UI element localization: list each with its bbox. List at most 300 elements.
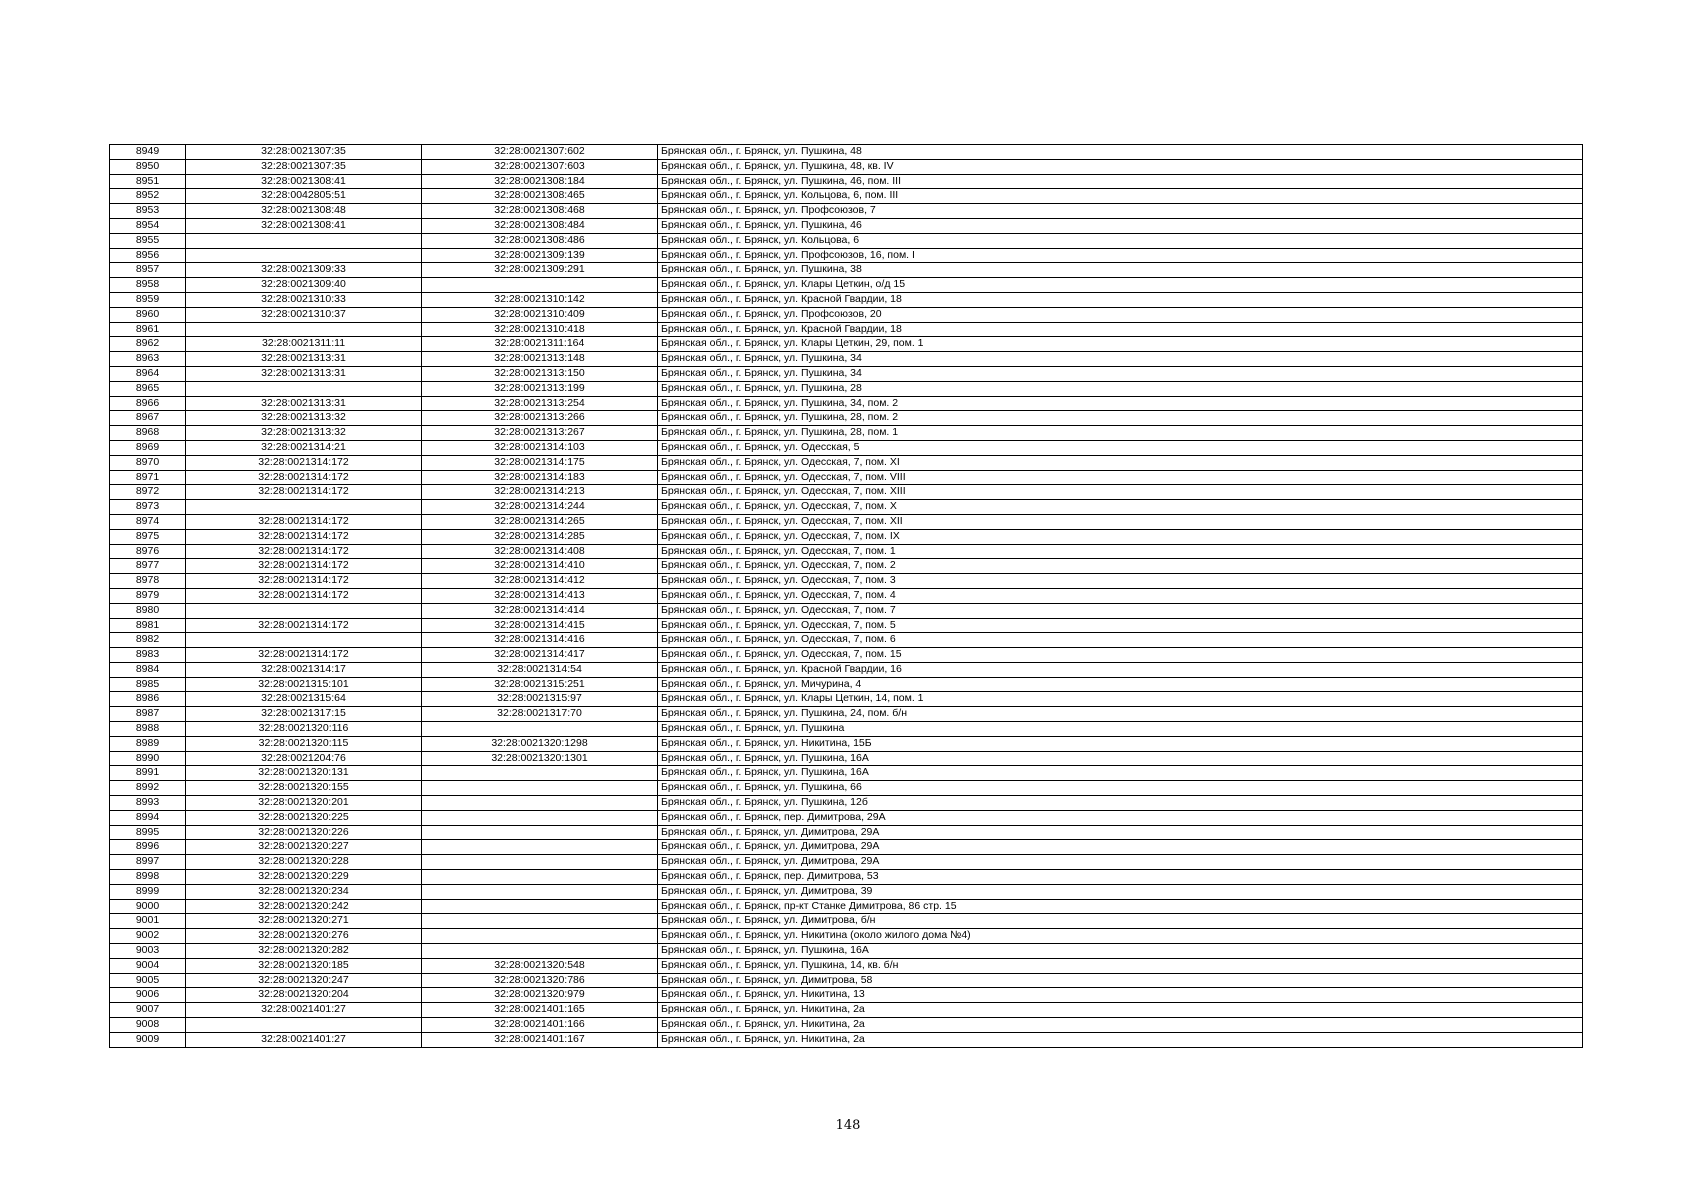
object-cadastral-number-cell: 32:28:0021317:70 bbox=[422, 707, 658, 722]
address-cell: Брянская обл., г. Брянск, ул. Пушкина, 16А bbox=[658, 766, 1583, 781]
table-row bbox=[110, 1018, 1583, 1033]
address-cell: Брянская обл., г. Брянск, ул. Одесская, 7, пом. XI bbox=[658, 455, 1583, 470]
address-cell: Брянская обл., г. Брянск, ул. Пушкина, 28, пом. 1 bbox=[658, 426, 1583, 441]
row-number-cell: 8951 bbox=[110, 174, 186, 189]
address-cell: Брянская обл., г. Брянск, ул. Пушкина, 24, пом. б/н bbox=[658, 707, 1583, 722]
table-row bbox=[110, 855, 1583, 870]
address-cell: Брянская обл., г. Брянск, ул. Клары Цеткин, о/д 15 bbox=[658, 278, 1583, 293]
table-row bbox=[110, 899, 1583, 914]
land-cadastral-number-cell: 32:28:0021313:31 bbox=[186, 352, 422, 367]
land-cadastral-number-cell bbox=[186, 248, 422, 263]
register-table-body bbox=[110, 145, 1583, 1048]
table-row bbox=[110, 840, 1583, 855]
table-row bbox=[110, 825, 1583, 840]
address-cell: Брянская обл., г. Брянск, ул. Никитина, 13 bbox=[658, 988, 1583, 1003]
land-cadastral-number-cell: 32:28:0021320:204 bbox=[186, 988, 422, 1003]
object-cadastral-number-cell: 32:28:0021314:417 bbox=[422, 648, 658, 663]
land-cadastral-number-cell: 32:28:0021313:32 bbox=[186, 411, 422, 426]
land-cadastral-number-cell: 32:28:0021308:41 bbox=[186, 218, 422, 233]
row-number-cell: 8997 bbox=[110, 855, 186, 870]
address-cell: Брянская обл., г. Брянск, ул. Клары Цеткин, 29, пом. 1 bbox=[658, 337, 1583, 352]
address-cell: Брянская обл., г. Брянск, пр-кт Станке Димитрова, 86 стр. 15 bbox=[658, 899, 1583, 914]
row-number-cell: 8958 bbox=[110, 278, 186, 293]
row-number-cell: 8960 bbox=[110, 307, 186, 322]
row-number-cell: 9001 bbox=[110, 914, 186, 929]
address-cell: Брянская обл., г. Брянск, ул. Пушкина, 28 bbox=[658, 381, 1583, 396]
row-number-cell: 8971 bbox=[110, 470, 186, 485]
object-cadastral-number-cell: 32:28:0021320:786 bbox=[422, 973, 658, 988]
object-cadastral-number-cell bbox=[422, 722, 658, 737]
table-row bbox=[110, 218, 1583, 233]
row-number-cell: 9007 bbox=[110, 1003, 186, 1018]
row-number-cell: 9004 bbox=[110, 958, 186, 973]
land-cadastral-number-cell: 32:28:0021313:31 bbox=[186, 366, 422, 381]
land-cadastral-number-cell: 32:28:0021317:15 bbox=[186, 707, 422, 722]
address-cell: Брянская обл., г. Брянск, ул. Одесская, 7, пом. XIII bbox=[658, 485, 1583, 500]
land-cadastral-number-cell: 32:28:0021314:172 bbox=[186, 529, 422, 544]
land-cadastral-number-cell: 32:28:0021320:201 bbox=[186, 796, 422, 811]
address-cell: Брянская обл., г. Брянск, ул. Димитрова, 29А bbox=[658, 855, 1583, 870]
land-cadastral-number-cell: 32:28:0021314:172 bbox=[186, 455, 422, 470]
object-cadastral-number-cell: 32:28:0021314:416 bbox=[422, 633, 658, 648]
land-cadastral-number-cell: 32:28:0021320:234 bbox=[186, 884, 422, 899]
address-cell: Брянская обл., г. Брянск, ул. Одесская, 7, пом. 5 bbox=[658, 618, 1583, 633]
row-number-cell: 8999 bbox=[110, 884, 186, 899]
row-number-cell: 8985 bbox=[110, 677, 186, 692]
object-cadastral-number-cell: 32:28:0021307:603 bbox=[422, 159, 658, 174]
land-cadastral-number-cell: 32:28:0021314:21 bbox=[186, 440, 422, 455]
row-number-cell: 8990 bbox=[110, 751, 186, 766]
table-row bbox=[110, 736, 1583, 751]
address-cell: Брянская обл., г. Брянск, ул. Никитина (около жилого дома №4) bbox=[658, 929, 1583, 944]
table-row bbox=[110, 973, 1583, 988]
table-row bbox=[110, 248, 1583, 263]
table-row bbox=[110, 352, 1583, 367]
row-number-cell: 8994 bbox=[110, 810, 186, 825]
land-cadastral-number-cell: 32:28:0021313:31 bbox=[186, 396, 422, 411]
table-row bbox=[110, 929, 1583, 944]
object-cadastral-number-cell: 32:28:0021311:164 bbox=[422, 337, 658, 352]
land-cadastral-number-cell: 32:28:0021314:17 bbox=[186, 662, 422, 677]
row-number-cell: 8993 bbox=[110, 796, 186, 811]
table-row bbox=[110, 781, 1583, 796]
object-cadastral-number-cell: 32:28:0021315:97 bbox=[422, 692, 658, 707]
object-cadastral-number-cell: 32:28:0021314:213 bbox=[422, 485, 658, 500]
object-cadastral-number-cell bbox=[422, 855, 658, 870]
land-cadastral-number-cell: 32:28:0021320:116 bbox=[186, 722, 422, 737]
table-row bbox=[110, 322, 1583, 337]
object-cadastral-number-cell: 32:28:0021310:418 bbox=[422, 322, 658, 337]
land-cadastral-number-cell bbox=[186, 233, 422, 248]
table-row bbox=[110, 1032, 1583, 1047]
address-cell: Брянская обл., г. Брянск, ул. Профсоюзов, 16, пом. I bbox=[658, 248, 1583, 263]
land-cadastral-number-cell: 32:28:0021204:76 bbox=[186, 751, 422, 766]
table-row bbox=[110, 145, 1583, 160]
land-cadastral-number-cell: 32:28:0021320:282 bbox=[186, 944, 422, 959]
object-cadastral-number-cell: 32:28:0021314:415 bbox=[422, 618, 658, 633]
table-row bbox=[110, 544, 1583, 559]
address-cell: Брянская обл., г. Брянск, ул. Пушкина, 38 bbox=[658, 263, 1583, 278]
land-cadastral-number-cell: 32:28:0021314:172 bbox=[186, 544, 422, 559]
land-cadastral-number-cell bbox=[186, 633, 422, 648]
object-cadastral-number-cell bbox=[422, 870, 658, 885]
address-cell: Брянская обл., г. Брянск, ул. Пушкина, 48, кв. IV bbox=[658, 159, 1583, 174]
address-cell: Брянская обл., г. Брянск, ул. Никитина, 2а bbox=[658, 1018, 1583, 1033]
row-number-cell: 8995 bbox=[110, 825, 186, 840]
object-cadastral-number-cell bbox=[422, 884, 658, 899]
land-cadastral-number-cell bbox=[186, 322, 422, 337]
row-number-cell: 8975 bbox=[110, 529, 186, 544]
table-row bbox=[110, 559, 1583, 574]
table-row bbox=[110, 588, 1583, 603]
row-number-cell: 8978 bbox=[110, 574, 186, 589]
land-cadastral-number-cell: 32:28:0021313:32 bbox=[186, 426, 422, 441]
row-number-cell: 8957 bbox=[110, 263, 186, 278]
object-cadastral-number-cell: 32:28:0021308:184 bbox=[422, 174, 658, 189]
table-row bbox=[110, 988, 1583, 1003]
object-cadastral-number-cell: 32:28:0021314:244 bbox=[422, 500, 658, 515]
object-cadastral-number-cell bbox=[422, 944, 658, 959]
row-number-cell: 9006 bbox=[110, 988, 186, 1003]
row-number-cell: 8950 bbox=[110, 159, 186, 174]
address-cell: Брянская обл., г. Брянск, ул. Димитрова, 29А bbox=[658, 825, 1583, 840]
address-cell: Брянская обл., г. Брянск, ул. Пушкина, 34 bbox=[658, 366, 1583, 381]
object-cadastral-number-cell: 32:28:0021314:410 bbox=[422, 559, 658, 574]
land-cadastral-number-cell: 32:28:0021315:64 bbox=[186, 692, 422, 707]
row-number-cell: 8949 bbox=[110, 145, 186, 160]
table-row bbox=[110, 292, 1583, 307]
table-row bbox=[110, 633, 1583, 648]
object-cadastral-number-cell bbox=[422, 796, 658, 811]
table-row bbox=[110, 796, 1583, 811]
object-cadastral-number-cell: 32:28:0021314:408 bbox=[422, 544, 658, 559]
object-cadastral-number-cell: 32:28:0021313:150 bbox=[422, 366, 658, 381]
object-cadastral-number-cell: 32:28:0021310:142 bbox=[422, 292, 658, 307]
land-cadastral-number-cell bbox=[186, 381, 422, 396]
table-row bbox=[110, 958, 1583, 973]
land-cadastral-number-cell: 32:28:0021320:227 bbox=[186, 840, 422, 855]
table-row bbox=[110, 233, 1583, 248]
land-cadastral-number-cell: 32:28:0021310:37 bbox=[186, 307, 422, 322]
row-number-cell: 8982 bbox=[110, 633, 186, 648]
table-row bbox=[110, 278, 1583, 293]
table-row bbox=[110, 485, 1583, 500]
row-number-cell: 8974 bbox=[110, 514, 186, 529]
land-cadastral-number-cell: 32:28:0021308:41 bbox=[186, 174, 422, 189]
address-cell: Брянская обл., г. Брянск, ул. Одесская, 7, пом. VIII bbox=[658, 470, 1583, 485]
address-cell: Брянская обл., г. Брянск, ул. Димитрова, 58 bbox=[658, 973, 1583, 988]
row-number-cell: 8979 bbox=[110, 588, 186, 603]
object-cadastral-number-cell: 32:28:0021307:602 bbox=[422, 145, 658, 160]
address-cell: Брянская обл., г. Брянск, ул. Одесская, 7, пом. XII bbox=[658, 514, 1583, 529]
land-cadastral-number-cell: 32:28:0021320:226 bbox=[186, 825, 422, 840]
page-number: 148 bbox=[835, 1118, 861, 1133]
row-number-cell: 9008 bbox=[110, 1018, 186, 1033]
address-cell: Брянская обл., г. Брянск, ул. Одесская, 7, пом. 4 bbox=[658, 588, 1583, 603]
object-cadastral-number-cell: 32:28:0021320:548 bbox=[422, 958, 658, 973]
land-cadastral-number-cell: 32:28:0021320:185 bbox=[186, 958, 422, 973]
land-cadastral-number-cell: 32:28:0021314:172 bbox=[186, 588, 422, 603]
address-cell: Брянская обл., г. Брянск, ул. Красной Гвардии, 18 bbox=[658, 322, 1583, 337]
land-cadastral-number-cell: 32:28:0021314:172 bbox=[186, 470, 422, 485]
object-cadastral-number-cell: 32:28:0021313:148 bbox=[422, 352, 658, 367]
address-cell: Брянская обл., г. Брянск, ул. Одесская, 7, пом. IX bbox=[658, 529, 1583, 544]
table-row bbox=[110, 810, 1583, 825]
object-cadastral-number-cell: 32:28:0021314:175 bbox=[422, 455, 658, 470]
object-cadastral-number-cell bbox=[422, 929, 658, 944]
land-cadastral-number-cell: 32:28:0021309:40 bbox=[186, 278, 422, 293]
row-number-cell: 8983 bbox=[110, 648, 186, 663]
table-row bbox=[110, 648, 1583, 663]
row-number-cell: 8956 bbox=[110, 248, 186, 263]
row-number-cell: 8991 bbox=[110, 766, 186, 781]
object-cadastral-number-cell: 32:28:0021320:1298 bbox=[422, 736, 658, 751]
address-cell: Брянская обл., г. Брянск, ул. Пушкина, 34 bbox=[658, 352, 1583, 367]
row-number-cell: 9003 bbox=[110, 944, 186, 959]
table-row bbox=[110, 707, 1583, 722]
object-cadastral-number-cell bbox=[422, 914, 658, 929]
address-cell: Брянская обл., г. Брянск, ул. Пушкина, 46, пом. III bbox=[658, 174, 1583, 189]
object-cadastral-number-cell: 32:28:0021313:266 bbox=[422, 411, 658, 426]
address-cell: Брянская обл., г. Брянск, ул. Пушкина, 48 bbox=[658, 145, 1583, 160]
table-row bbox=[110, 366, 1583, 381]
object-cadastral-number-cell: 32:28:0021401:166 bbox=[422, 1018, 658, 1033]
row-number-cell: 8969 bbox=[110, 440, 186, 455]
land-cadastral-number-cell: 32:28:0021320:225 bbox=[186, 810, 422, 825]
object-cadastral-number-cell bbox=[422, 899, 658, 914]
table-row bbox=[110, 189, 1583, 204]
object-cadastral-number-cell: 32:28:0021314:285 bbox=[422, 529, 658, 544]
address-cell: Брянская обл., г. Брянск, ул. Пушкина, 46 bbox=[658, 218, 1583, 233]
row-number-cell: 8984 bbox=[110, 662, 186, 677]
table-row bbox=[110, 914, 1583, 929]
row-number-cell: 9002 bbox=[110, 929, 186, 944]
table-row bbox=[110, 751, 1583, 766]
land-cadastral-number-cell: 32:28:0021320:247 bbox=[186, 973, 422, 988]
land-cadastral-number-cell: 32:28:0021320:155 bbox=[186, 781, 422, 796]
land-cadastral-number-cell: 32:28:0021320:131 bbox=[186, 766, 422, 781]
address-cell: Брянская обл., г. Брянск, ул. Пушкина, 34, пом. 2 bbox=[658, 396, 1583, 411]
table-row bbox=[110, 204, 1583, 219]
row-number-cell: 8986 bbox=[110, 692, 186, 707]
row-number-cell: 8966 bbox=[110, 396, 186, 411]
row-number-cell: 8989 bbox=[110, 736, 186, 751]
address-cell: Брянская обл., г. Брянск, ул. Клары Цеткин, 14, пом. 1 bbox=[658, 692, 1583, 707]
row-number-cell: 8952 bbox=[110, 189, 186, 204]
row-number-cell: 8967 bbox=[110, 411, 186, 426]
land-cadastral-number-cell: 32:28:0021320:242 bbox=[186, 899, 422, 914]
address-cell: Брянская обл., г. Брянск, ул. Одесская, 7, пом. 3 bbox=[658, 574, 1583, 589]
table-row bbox=[110, 337, 1583, 352]
row-number-cell: 8987 bbox=[110, 707, 186, 722]
table-row bbox=[110, 514, 1583, 529]
object-cadastral-number-cell: 32:28:0021310:409 bbox=[422, 307, 658, 322]
land-cadastral-number-cell: 32:28:0021314:172 bbox=[186, 514, 422, 529]
land-cadastral-number-cell bbox=[186, 603, 422, 618]
address-cell: Брянская обл., г. Брянск, ул. Никитина, 15Б bbox=[658, 736, 1583, 751]
address-cell: Брянская обл., г. Брянск, ул. Кольцова, 6, пом. III bbox=[658, 189, 1583, 204]
row-number-cell: 8988 bbox=[110, 722, 186, 737]
row-number-cell: 8959 bbox=[110, 292, 186, 307]
object-cadastral-number-cell bbox=[422, 766, 658, 781]
address-cell: Брянская обл., г. Брянск, ул. Никитина, 2а bbox=[658, 1003, 1583, 1018]
row-number-cell: 8970 bbox=[110, 455, 186, 470]
land-cadastral-number-cell: 32:28:0021308:48 bbox=[186, 204, 422, 219]
land-cadastral-number-cell: 32:28:0021314:172 bbox=[186, 574, 422, 589]
object-cadastral-number-cell: 32:28:0021308:486 bbox=[422, 233, 658, 248]
table-row bbox=[110, 500, 1583, 515]
address-cell: Брянская обл., г. Брянск, ул. Одесская, 5 bbox=[658, 440, 1583, 455]
object-cadastral-number-cell: 32:28:0021308:484 bbox=[422, 218, 658, 233]
land-cadastral-number-cell: 32:28:0021315:101 bbox=[186, 677, 422, 692]
land-cadastral-number-cell: 32:28:0021320:271 bbox=[186, 914, 422, 929]
address-cell: Брянская обл., г. Брянск, пер. Димитрова, 53 bbox=[658, 870, 1583, 885]
address-cell: Брянская обл., г. Брянск, ул. Пушкина, 14, кв. б/н bbox=[658, 958, 1583, 973]
object-cadastral-number-cell: 32:28:0021320:1301 bbox=[422, 751, 658, 766]
land-cadastral-number-cell: 32:28:0021314:172 bbox=[186, 485, 422, 500]
land-cadastral-number-cell: 32:28:0021310:33 bbox=[186, 292, 422, 307]
row-number-cell: 8992 bbox=[110, 781, 186, 796]
address-cell: Брянская обл., г. Брянск, ул. Димитрова, 29А bbox=[658, 840, 1583, 855]
row-number-cell: 8961 bbox=[110, 322, 186, 337]
address-cell: Брянская обл., г. Брянск, ул. Красной Гвардии, 16 bbox=[658, 662, 1583, 677]
table-row bbox=[110, 692, 1583, 707]
object-cadastral-number-cell: 32:28:0021309:291 bbox=[422, 263, 658, 278]
address-cell: Брянская обл., г. Брянск, ул. Кольцова, 6 bbox=[658, 233, 1583, 248]
object-cadastral-number-cell: 32:28:0021314:183 bbox=[422, 470, 658, 485]
land-cadastral-number-cell bbox=[186, 1018, 422, 1033]
table-row bbox=[110, 884, 1583, 899]
table-row bbox=[110, 307, 1583, 322]
object-cadastral-number-cell: 32:28:0021401:167 bbox=[422, 1032, 658, 1047]
row-number-cell: 8996 bbox=[110, 840, 186, 855]
row-number-cell: 8998 bbox=[110, 870, 186, 885]
table-row bbox=[110, 470, 1583, 485]
address-cell: Брянская обл., г. Брянск, ул. Димитрова, б/н bbox=[658, 914, 1583, 929]
row-number-cell: 8963 bbox=[110, 352, 186, 367]
object-cadastral-number-cell bbox=[422, 278, 658, 293]
address-cell: Брянская обл., г. Брянск, ул. Пушкина bbox=[658, 722, 1583, 737]
table-row bbox=[110, 174, 1583, 189]
table-row bbox=[110, 722, 1583, 737]
address-cell: Брянская обл., г. Брянск, ул. Красной Гвардии, 18 bbox=[658, 292, 1583, 307]
object-cadastral-number-cell: 32:28:0021314:414 bbox=[422, 603, 658, 618]
table-row bbox=[110, 411, 1583, 426]
row-number-cell: 8962 bbox=[110, 337, 186, 352]
row-number-cell: 8972 bbox=[110, 485, 186, 500]
object-cadastral-number-cell: 32:28:0021314:412 bbox=[422, 574, 658, 589]
table-row bbox=[110, 455, 1583, 470]
object-cadastral-number-cell: 32:28:0021314:265 bbox=[422, 514, 658, 529]
address-cell: Брянская обл., г. Брянск, ул. Пушкина, 16А bbox=[658, 944, 1583, 959]
table-row bbox=[110, 618, 1583, 633]
address-cell: Брянская обл., г. Брянск, ул. Никитина, 2а bbox=[658, 1032, 1583, 1047]
address-cell: Брянская обл., г. Брянск, ул. Пушкина, 12б bbox=[658, 796, 1583, 811]
address-cell: Брянская обл., г. Брянск, ул. Одесская, 7, пом. X bbox=[658, 500, 1583, 515]
address-cell: Брянская обл., г. Брянск, ул. Пушкина, 16А bbox=[658, 751, 1583, 766]
table-row bbox=[110, 159, 1583, 174]
object-cadastral-number-cell: 32:28:0021308:465 bbox=[422, 189, 658, 204]
row-number-cell: 9000 bbox=[110, 899, 186, 914]
address-cell: Брянская обл., г. Брянск, ул. Одесская, 7, пом. 1 bbox=[658, 544, 1583, 559]
object-cadastral-number-cell: 32:28:0021314:413 bbox=[422, 588, 658, 603]
table-row bbox=[110, 263, 1583, 278]
address-cell: Брянская обл., г. Брянск, ул. Профсоюзов, 7 bbox=[658, 204, 1583, 219]
row-number-cell: 8980 bbox=[110, 603, 186, 618]
row-number-cell: 8968 bbox=[110, 426, 186, 441]
address-cell: Брянская обл., г. Брянск, ул. Одесская, 7, пом. 2 bbox=[658, 559, 1583, 574]
land-cadastral-number-cell: 32:28:0021314:172 bbox=[186, 618, 422, 633]
row-number-cell: 8973 bbox=[110, 500, 186, 515]
table-row bbox=[110, 396, 1583, 411]
object-cadastral-number-cell bbox=[422, 810, 658, 825]
land-cadastral-number-cell: 32:28:0021320:228 bbox=[186, 855, 422, 870]
address-cell: Брянская обл., г. Брянск, ул. Одесская, 7, пом. 6 bbox=[658, 633, 1583, 648]
table-row bbox=[110, 603, 1583, 618]
address-cell: Брянская обл., г. Брянск, ул. Мичурина, 4 bbox=[658, 677, 1583, 692]
row-number-cell: 8965 bbox=[110, 381, 186, 396]
row-number-cell: 9005 bbox=[110, 973, 186, 988]
row-number-cell: 8977 bbox=[110, 559, 186, 574]
row-number-cell: 8976 bbox=[110, 544, 186, 559]
object-cadastral-number-cell bbox=[422, 840, 658, 855]
address-cell: Брянская обл., г. Брянск, ул. Димитрова, 39 bbox=[658, 884, 1583, 899]
table-row bbox=[110, 944, 1583, 959]
land-cadastral-number-cell: 32:28:0042805:51 bbox=[186, 189, 422, 204]
table-row bbox=[110, 574, 1583, 589]
row-number-cell: 8953 bbox=[110, 204, 186, 219]
row-number-cell: 8955 bbox=[110, 233, 186, 248]
land-cadastral-number-cell: 32:28:0021320:115 bbox=[186, 736, 422, 751]
land-cadastral-number-cell: 32:28:0021307:35 bbox=[186, 145, 422, 160]
row-number-cell: 8981 bbox=[110, 618, 186, 633]
table-row bbox=[110, 529, 1583, 544]
land-cadastral-number-cell: 32:28:0021401:27 bbox=[186, 1003, 422, 1018]
table-row bbox=[110, 426, 1583, 441]
object-cadastral-number-cell bbox=[422, 825, 658, 840]
object-cadastral-number-cell: 32:28:0021313:267 bbox=[422, 426, 658, 441]
object-cadastral-number-cell: 32:28:0021320:979 bbox=[422, 988, 658, 1003]
table-row bbox=[110, 677, 1583, 692]
table-row bbox=[110, 381, 1583, 396]
object-cadastral-number-cell: 32:28:0021308:468 bbox=[422, 204, 658, 219]
land-cadastral-number-cell: 32:28:0021311:11 bbox=[186, 337, 422, 352]
row-number-cell: 8964 bbox=[110, 366, 186, 381]
address-cell: Брянская обл., г. Брянск, ул. Пушкина, 66 bbox=[658, 781, 1583, 796]
row-number-cell: 9009 bbox=[110, 1032, 186, 1047]
table-row bbox=[110, 1003, 1583, 1018]
object-cadastral-number-cell: 32:28:0021314:103 bbox=[422, 440, 658, 455]
register-table bbox=[109, 144, 1583, 1048]
table-row bbox=[110, 662, 1583, 677]
address-cell: Брянская обл., г. Брянск, ул. Одесская, 7, пом. 15 bbox=[658, 648, 1583, 663]
land-cadastral-number-cell: 32:28:0021314:172 bbox=[186, 559, 422, 574]
row-number-cell: 8954 bbox=[110, 218, 186, 233]
land-cadastral-number-cell: 32:28:0021314:172 bbox=[186, 648, 422, 663]
table-row bbox=[110, 766, 1583, 781]
table-row bbox=[110, 870, 1583, 885]
land-cadastral-number-cell bbox=[186, 500, 422, 515]
object-cadastral-number-cell: 32:28:0021313:199 bbox=[422, 381, 658, 396]
object-cadastral-number-cell: 32:28:0021313:254 bbox=[422, 396, 658, 411]
address-cell: Брянская обл., г. Брянск, ул. Одесская, 7, пом. 7 bbox=[658, 603, 1583, 618]
address-cell: Брянская обл., г. Брянск, ул. Пушкина, 28, пом. 2 bbox=[658, 411, 1583, 426]
land-cadastral-number-cell: 32:28:0021320:276 bbox=[186, 929, 422, 944]
land-cadastral-number-cell: 32:28:0021401:27 bbox=[186, 1032, 422, 1047]
land-cadastral-number-cell: 32:28:0021307:35 bbox=[186, 159, 422, 174]
object-cadastral-number-cell: 32:28:0021401:165 bbox=[422, 1003, 658, 1018]
object-cadastral-number-cell: 32:28:0021315:251 bbox=[422, 677, 658, 692]
